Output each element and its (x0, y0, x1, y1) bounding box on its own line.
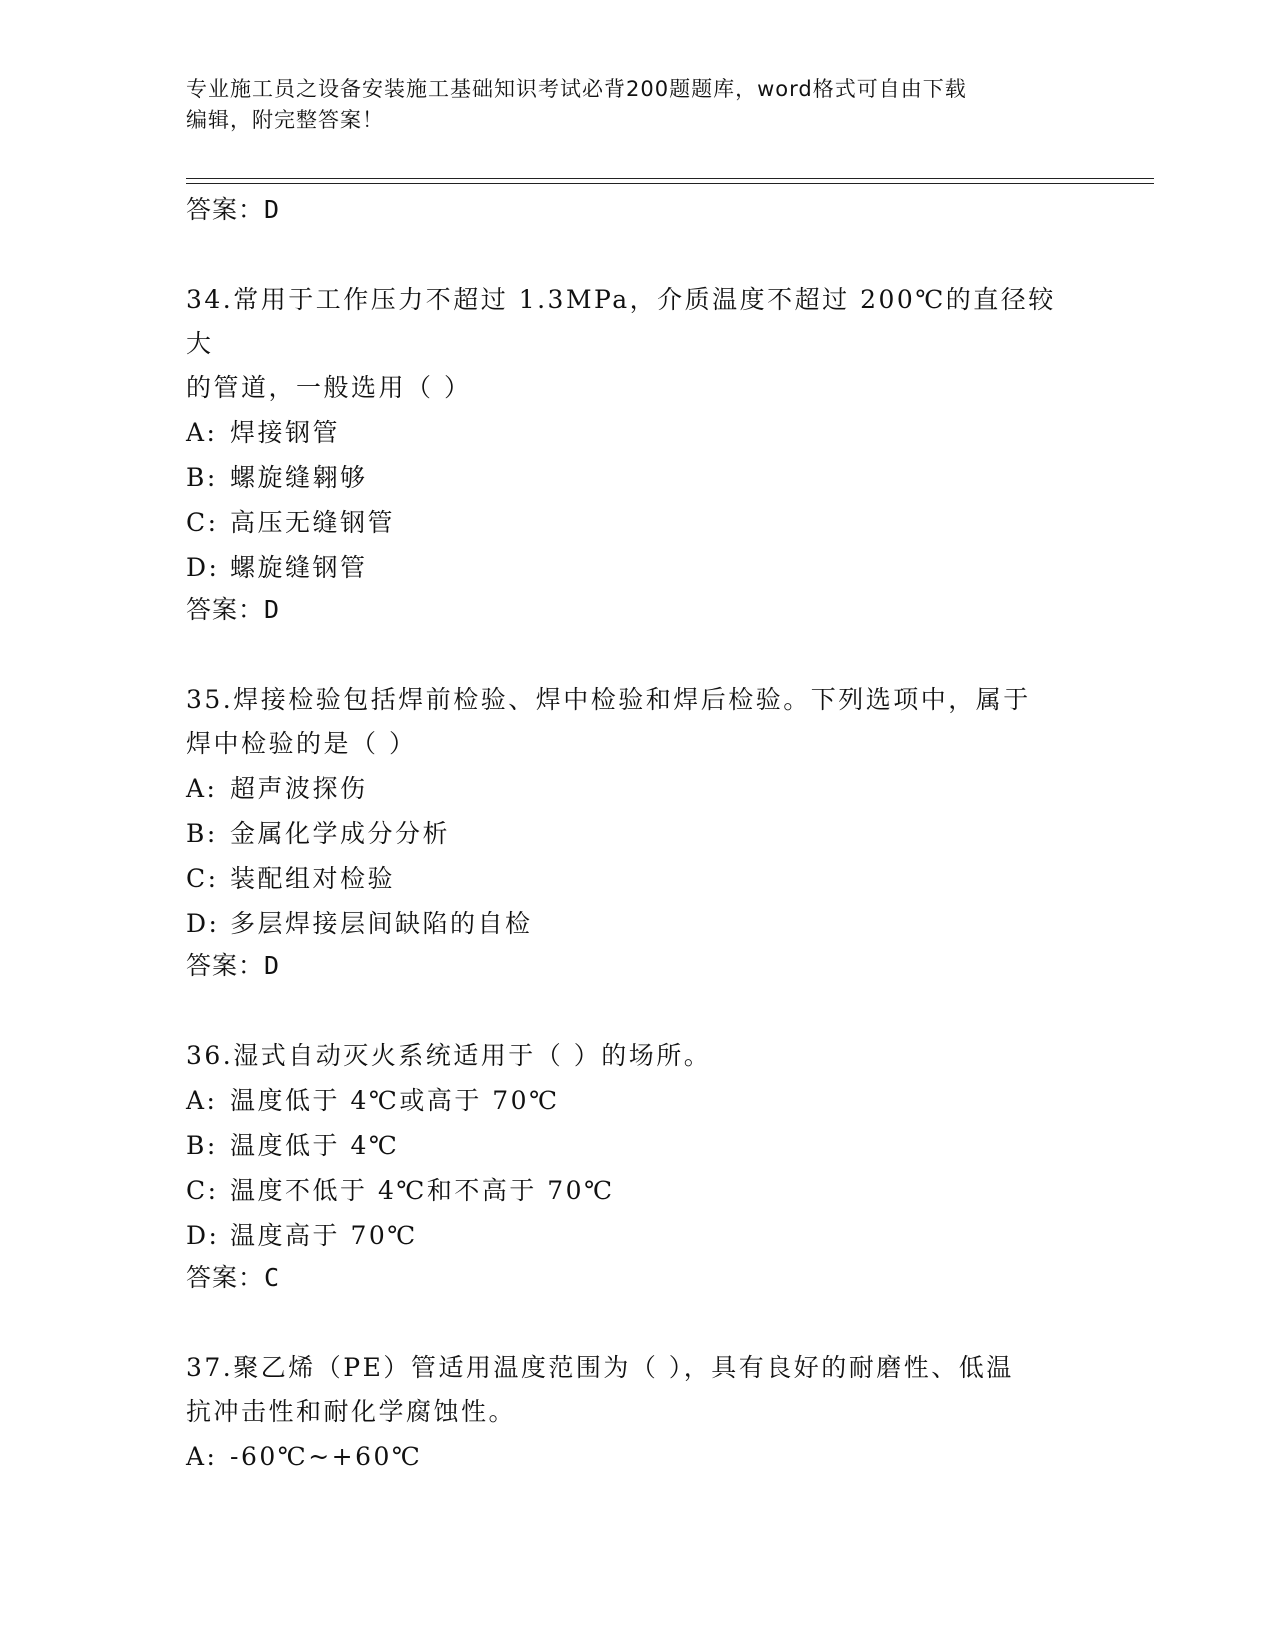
option-text: -60℃~+60℃ (230, 1442, 423, 1471)
header-line-2: 编辑，附完整答案！ (186, 108, 384, 132)
question-37 (186, 1346, 1076, 1479)
option-key: B: (186, 463, 218, 492)
option-text: 焊接钢管 (230, 418, 341, 447)
question-36 (186, 1034, 1076, 1303)
option-key: B: (186, 819, 218, 848)
answer-line (186, 590, 1076, 635)
question-34 (186, 278, 1076, 635)
question-stem (186, 1346, 1076, 1434)
question-stem-line-1: 35.焊接检验包括焊前检验、焊中检验和焊后检验。下列选项中，属于 (186, 685, 1031, 714)
option-b (186, 455, 1076, 500)
answer-line (186, 190, 1076, 235)
option-text: 装配组对检验 (230, 864, 396, 893)
answer-label: 答案： (186, 1263, 265, 1292)
option-d (186, 1213, 1076, 1258)
option-text: 金属化学成分分析 (230, 819, 451, 848)
option-a (186, 1078, 1076, 1123)
question-stem-line-1: 34.常用于工作压力不超过 1.3MPa，介质温度不超过 200℃的直径较大 (186, 285, 1056, 358)
option-key: C: (186, 508, 219, 537)
question-35 (186, 678, 1076, 991)
option-key: D: (186, 909, 220, 938)
option-b (186, 811, 1076, 856)
header-rule-bottom (186, 183, 1154, 184)
option-text: 螺旋缝翱够 (230, 463, 368, 492)
option-key: C: (186, 1176, 219, 1205)
option-text: 高压无缝钢管 (230, 508, 396, 537)
option-text: 温度高于 70℃ (230, 1221, 418, 1250)
answer-value: D (264, 195, 281, 224)
option-c (186, 500, 1076, 545)
document-body (186, 190, 1076, 1479)
option-text: 温度低于 4℃或高于 70℃ (230, 1086, 560, 1115)
question-stem (186, 678, 1076, 766)
header-rule-top (186, 178, 1154, 179)
option-a (186, 1434, 1076, 1479)
option-text: 温度不低于 4℃和不高于 70℃ (230, 1176, 615, 1205)
option-key: B: (186, 1131, 218, 1160)
option-key: A: (186, 1442, 218, 1471)
option-c (186, 1168, 1076, 1213)
header-line-1: 专业施工员之设备安装施工基础知识考试必背200题题库，word格式可自由下载 (186, 77, 967, 101)
option-text: 螺旋缝钢管 (230, 553, 368, 582)
option-c (186, 856, 1076, 901)
question-stem-line-2: 焊中检验的是（ ） (186, 729, 417, 758)
option-b (186, 1123, 1076, 1168)
option-text: 超声波探伤 (230, 774, 368, 803)
option-a (186, 410, 1076, 455)
answer-value: D (264, 951, 281, 980)
document-header (186, 74, 1066, 136)
question-stem-line-1: 37.聚乙烯（PE）管适用温度范围为（ ），具有良好的耐磨性、低温 (186, 1353, 1014, 1382)
question-stem (186, 278, 1076, 410)
option-text: 温度低于 4℃ (230, 1131, 400, 1160)
answer-line (186, 1258, 1076, 1303)
option-key: A: (186, 1086, 218, 1115)
option-key: D: (186, 1221, 220, 1250)
option-a (186, 766, 1076, 811)
option-key: C: (186, 864, 219, 893)
question-stem-line-2: 的管道，一般选用（ ） (186, 373, 472, 402)
option-key: A: (186, 418, 218, 447)
answer-label: 答案： (186, 195, 265, 224)
question-stem-line-2: 抗冲击性和耐化学腐蚀性。 (186, 1397, 517, 1426)
option-key: D: (186, 553, 220, 582)
question-stem-line-1: 36.湿式自动灭火系统适用于（ ）的场所。 (186, 1041, 712, 1070)
option-d (186, 545, 1076, 590)
option-text: 多层焊接层间缺陷的自检 (230, 909, 533, 938)
option-key: A: (186, 774, 218, 803)
option-d (186, 901, 1076, 946)
question-stem (186, 1034, 1076, 1078)
answer-label: 答案： (186, 951, 265, 980)
answer-value: C (264, 1263, 281, 1292)
answer-value: D (264, 595, 281, 624)
answer-label: 答案： (186, 595, 265, 624)
answer-line (186, 946, 1076, 991)
